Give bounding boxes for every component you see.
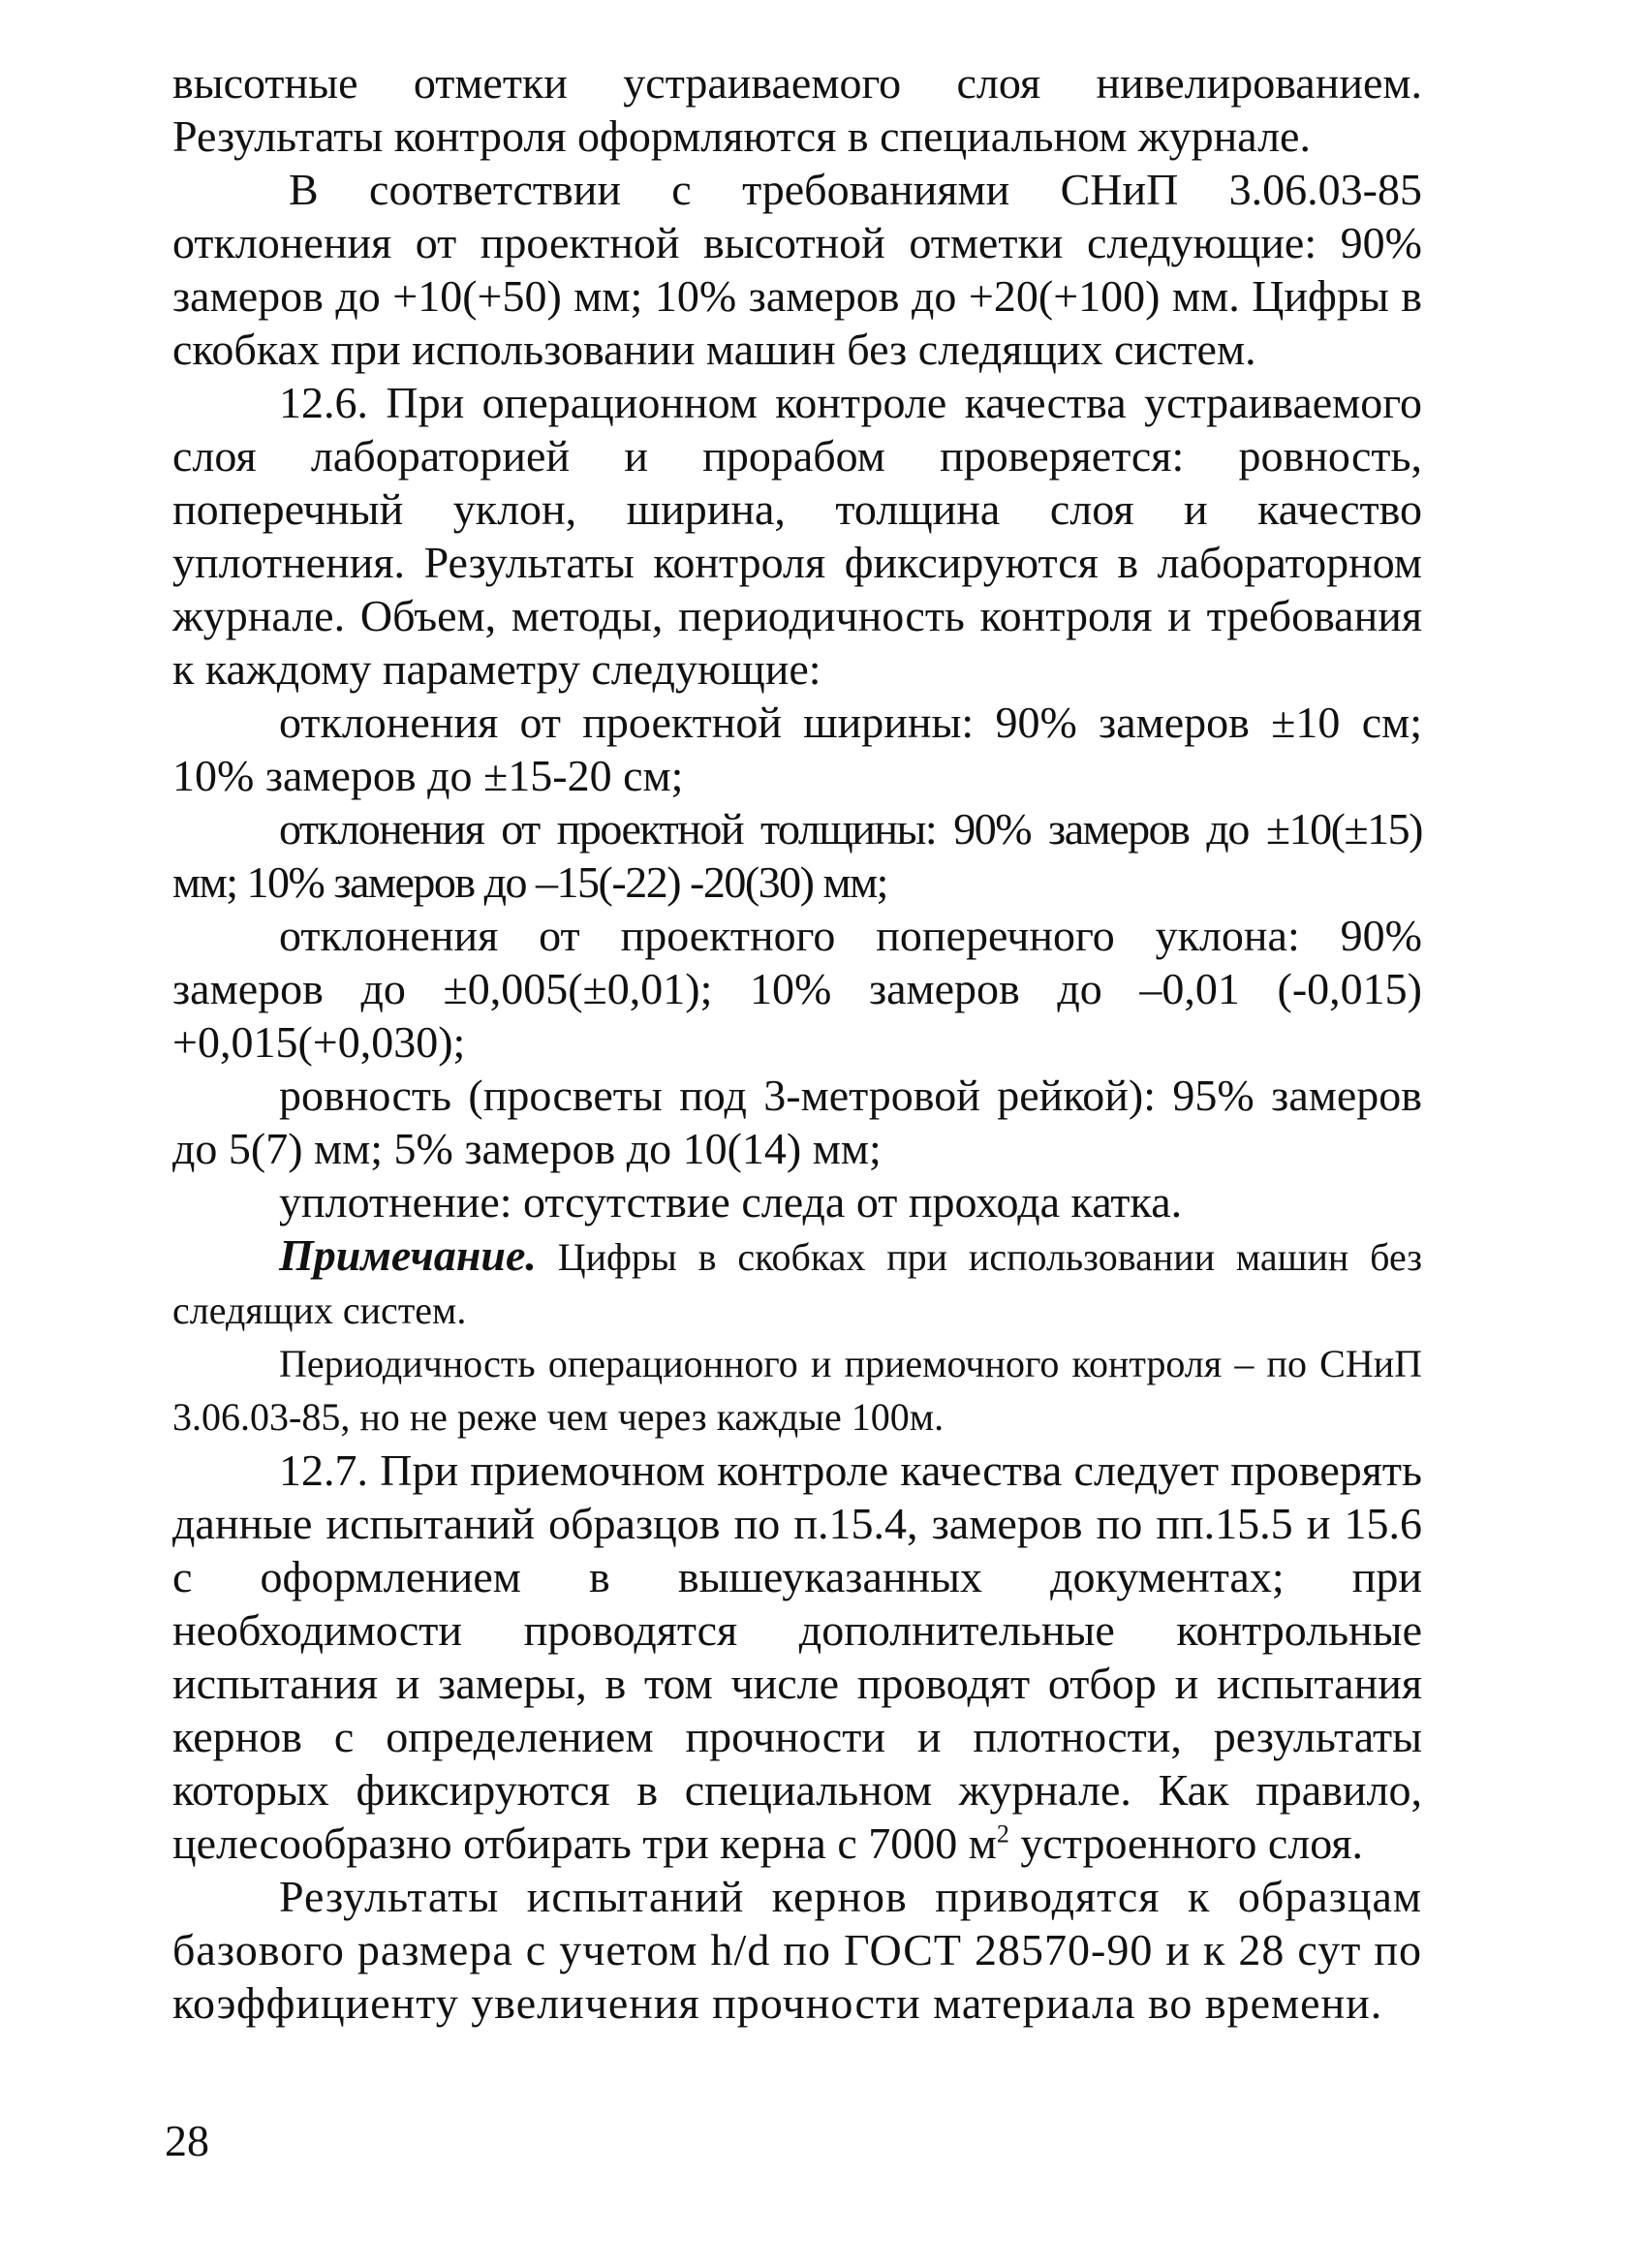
paragraph-12-7 — [172, 1444, 1422, 1870]
paragraph-compaction: уплотнение: отсутствие следа от прохода катка. — [279, 1177, 1183, 1227]
paragraph-core-results: Результаты испытаний кернов приводятся к образцам базового размера с учетом h/d по ГОСТ 28570-90 и к 28 сут по коэффициенту увеличения прочности материала во времени. — [172, 1872, 1422, 2028]
note-text: Цифры в скобках при использовании машин без следящих систем. — [172, 1235, 1422, 1332]
paragraph-12-7-text: 12.7. При приемочном контроле качества следует проверять данные испытаний образцов по п.15.4, замеров по пп.15.5 и 15.6 с оформлением в вышеуказанных документах; при необходимости проводятся дополнительные контрольные испытания и замеры, в том числе проводят отбор и испытания кернов с определением прочности и плотности, результаты которых фиксируются в специальном журнале. Как правило, целесообразно отбирать три керна с 7000 м — [172, 1445, 1422, 1868]
paragraph-2: В соответствии с требованиями СНиП 3.06.03-85 отклонения от проектной высотной отметки следующие: 90% замеров до +10(+50) мм; 10% замеров до +20(+100) мм. Цифры в скобках при использовании машин без следящих систем. — [172, 165, 1422, 374]
paragraph-slope-deviation: отклонения от проектного поперечного уклона: 90% замеров до ±0,005(±0,01); 10% замеров до –0,01 (-0,015) +0,015(+0,030); — [172, 911, 1422, 1067]
paragraph-periodicity: Периодичность операционного и приемочного контроля – по СНиП 3.06.03-85, но не реже чем через каждые 100м. — [172, 1342, 1422, 1439]
superscript-two: 2 — [996, 1819, 1009, 1849]
paragraph-1: высотные отметки устраиваемого слоя нивелированием. Результаты контроля оформляются в специальном журнале. — [172, 58, 1422, 161]
paragraph-evenness: ровность (просветы под 3-метровой рейкой): 95% замеров до 5(7) мм; 5% замеров до 10(14) мм; — [172, 1071, 1422, 1173]
note-label: Примечание. — [279, 1230, 537, 1280]
paragraph-12-6: 12.6. При операционном контроле качества устраиваемого слоя лабораторией и прорабом проверяется: ровность, поперечный уклон, ширина, толщина слоя и качество уплотнения. Результаты контроля фиксируются в лабораторном журнале. Объем, методы, периодичность контроля и требования к каждому параметру следующие: — [172, 378, 1422, 694]
page-body — [172, 56, 1422, 2030]
paragraph-thickness-deviation: отклонения от проектной толщины: 90% замеров до ±10(±15) мм; 10% замеров до –15(-22) -20(30) мм; — [172, 804, 1422, 907]
paragraph-12-7-tail: устроенного слоя. — [1008, 1818, 1364, 1868]
page-number: 28 — [165, 2116, 209, 2165]
note-paragraph — [172, 1228, 1422, 1337]
paragraph-width-deviation: отклонения от проектной ширины: 90% замеров ±10 см; 10% замеров до ±15-20 см; — [172, 698, 1422, 800]
